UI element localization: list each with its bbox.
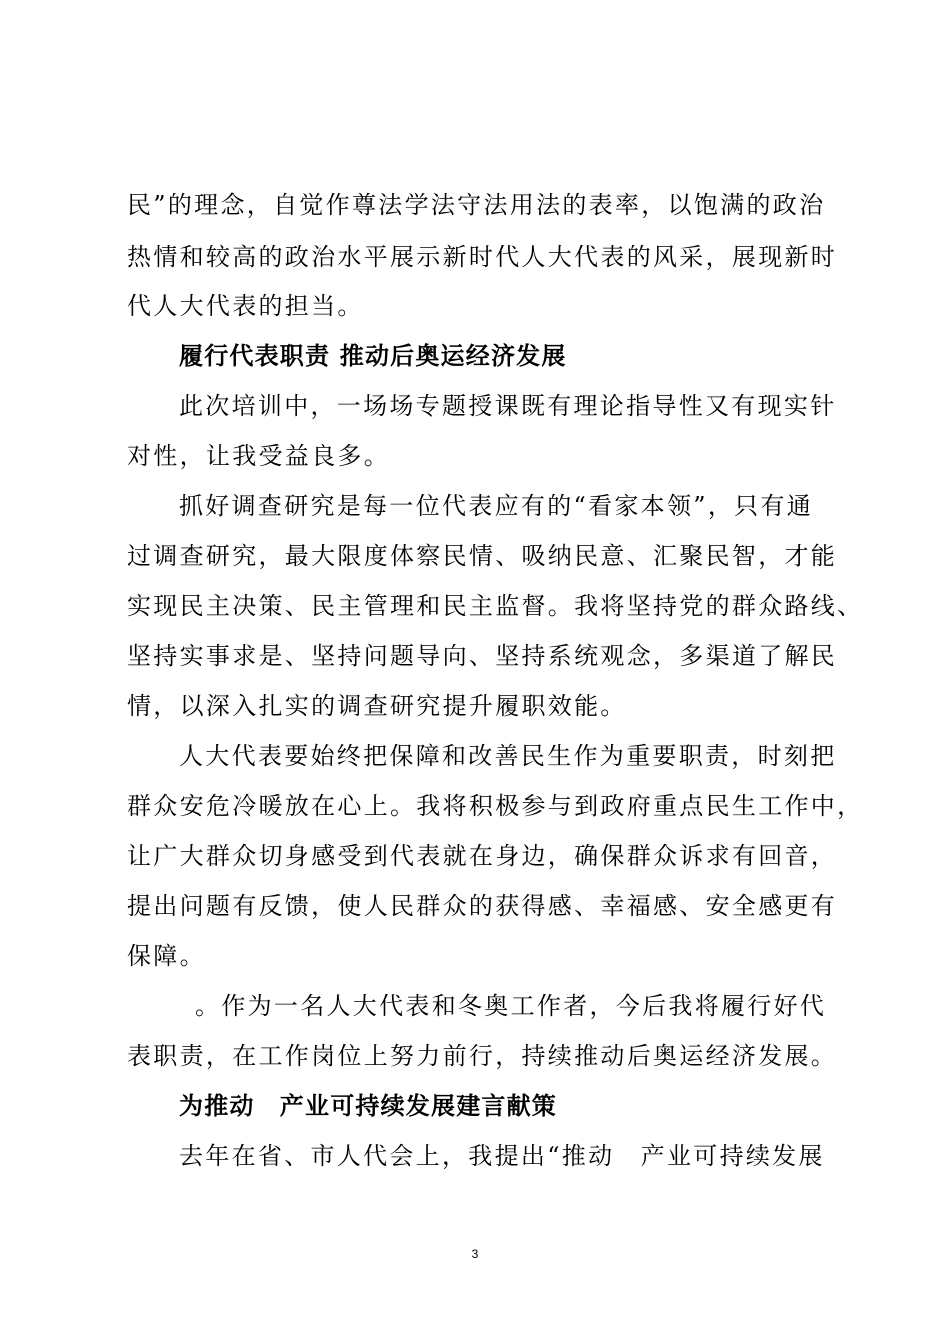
body-text-line: 群众安危冷暖放在心上。我将积极参与到政府重点民生工作中， xyxy=(127,792,864,820)
body-text-line: 民”的理念，自觉作尊法学法守法用法的表率，以饱满的政治 xyxy=(127,191,826,219)
body-text-line: 代人大代表的担当。 xyxy=(127,292,364,320)
body-text-line: 保障。 xyxy=(127,942,206,970)
body-text-line: 此次培训中，一场场专题授课既有理论指导性又有现实针 xyxy=(179,392,837,420)
section-heading: 履行代表职责 推动后奥运经济发展 xyxy=(179,341,567,370)
body-text-line: 坚持实事求是、坚持问题导向、坚持系统观念，多渠道了解民 xyxy=(127,642,838,670)
body-text-line: 过调查研究，最大限度体察民情、吸纳民意、汇聚民智，才能 xyxy=(127,542,838,570)
body-text-line: 实现民主决策、民主管理和民主监督。我将坚持党的群众路线、 xyxy=(127,592,864,620)
body-text-line: 让广大群众切身感受到代表就在身边，确保群众诉求有回音， xyxy=(127,842,838,870)
body-text-line: 提出问题有反馈，使人民群众的获得感、幸福感、安全感更有 xyxy=(127,892,838,920)
page-number: 3 xyxy=(471,1247,479,1261)
body-text-line: 去年在省、市人代会上，我提出“推动 产业可持续发展 xyxy=(179,1142,825,1170)
body-text-line: 。作为一名人大代表和冬奥工作者，今后我将履行好代 xyxy=(195,992,827,1020)
body-text-line: 人大代表要始终把保障和改善民生作为重要职责，时刻把 xyxy=(179,742,837,770)
section-heading: 为推动 产业可持续发展建言献策 xyxy=(179,1091,557,1120)
body-text-line: 对性，让我受益良多。 xyxy=(127,442,390,470)
body-text-line: 情，以深入扎实的调查研究提升履职效能。 xyxy=(127,692,627,720)
body-text-line: 热情和较高的政治水平展示新时代人大代表的风采，展现新时 xyxy=(127,243,838,271)
body-text-line: 表职责，在工作岗位上努力前行，持续推动后奥运经济发展。 xyxy=(127,1042,838,1070)
body-text-line: 抓好调查研究是每一位代表应有的“看家本领”，只有通 xyxy=(179,492,814,520)
